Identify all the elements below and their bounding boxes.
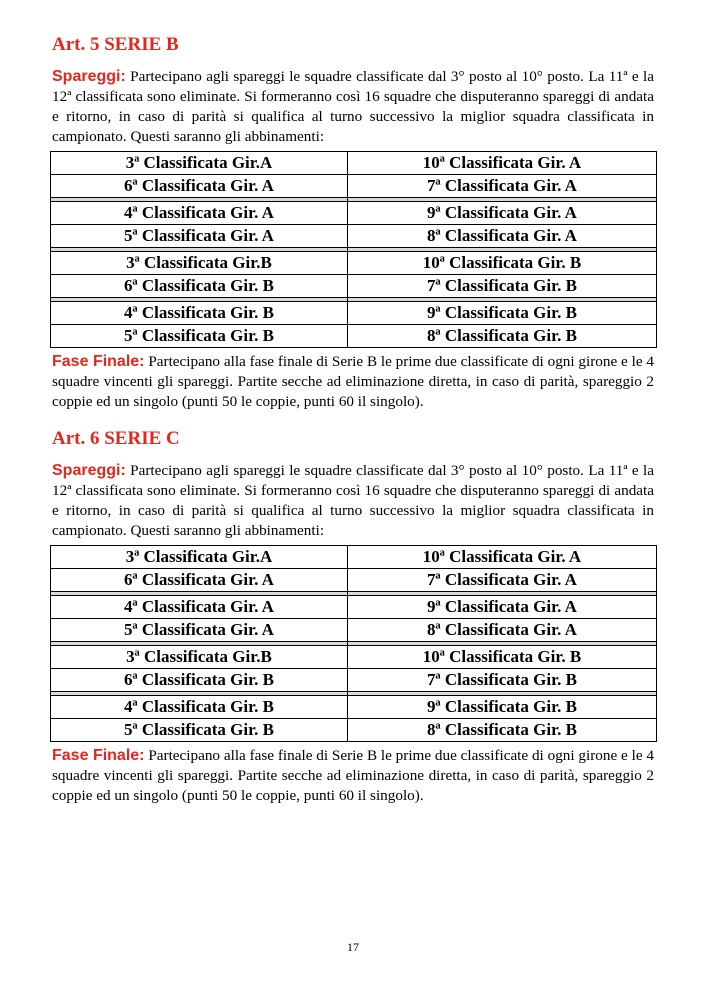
- fase-finale-text: Partecipano alla fase finale di Serie B le prime due classificate di ogni girone e le 4 squadre vincenti gli spareggi. Partite secche ad eliminazione diretta, in caso di parità, spareggio 2 coppie ed un singolo (punti 50 le coppie, punti 60 il singolo).: [52, 747, 654, 804]
- fase-finale-paragraph: [52, 746, 654, 806]
- section-title: Art. 6 SERIE C: [52, 428, 180, 449]
- table-row: [51, 646, 657, 669]
- pairing-home: 4ª Classificata Gir. B: [51, 696, 348, 719]
- pairing-away: 9ª Classificata Gir. A: [348, 596, 657, 619]
- table-row: [51, 175, 657, 198]
- table-row: [51, 202, 657, 225]
- table-row: [51, 325, 657, 348]
- pairing-away: 9ª Classificata Gir. B: [348, 696, 657, 719]
- pairing-away: 8ª Classificata Gir. B: [348, 325, 657, 348]
- pairing-away: 8ª Classificata Gir. A: [348, 619, 657, 642]
- pairing-away: 10ª Classificata Gir. B: [348, 252, 657, 275]
- spareggi-paragraph: [52, 461, 654, 541]
- pairing-home: 5ª Classificata Gir. B: [51, 325, 348, 348]
- pairing-home: 5ª Classificata Gir. A: [51, 225, 348, 248]
- fase-finale-paragraph: [52, 352, 654, 412]
- pairing-home: 3ª Classificata Gir.B: [51, 646, 348, 669]
- pairings-table: [50, 545, 657, 742]
- pairing-home: 4ª Classificata Gir. B: [51, 302, 348, 325]
- table-row: [51, 275, 657, 298]
- pairing-home: 3ª Classificata Gir.A: [51, 152, 348, 175]
- fase-finale-label: Fase Finale:: [52, 353, 145, 370]
- pairing-home: 5ª Classificata Gir. B: [51, 719, 348, 742]
- table-row: [51, 225, 657, 248]
- pairing-away: 7ª Classificata Gir. A: [348, 175, 657, 198]
- spareggi-paragraph: [52, 67, 654, 147]
- table-row: [51, 696, 657, 719]
- table-row: [51, 152, 657, 175]
- table-row: [51, 569, 657, 592]
- table-row: [51, 596, 657, 619]
- spareggi-text: Partecipano agli spareggi le squadre classificate dal 3° posto al 10° posto. La 11ª e la 12ª classificata sono eliminate. Si formeranno così 16 squadre che disputeranno spareggi di andata e ritorno, in caso di parità si qualifica al turno successivo la miglior squadra classificata in campionato. Questi saranno gli abbinamenti:: [52, 68, 654, 145]
- table-row: [51, 719, 657, 742]
- spareggi-text: Partecipano agli spareggi le squadre classificate dal 3° posto al 10° posto. La 11ª e la 12ª classificata sono eliminate. Si formeranno così 16 squadre che disputeranno spareggi di andata e ritorno, in caso di parità si qualifica al turno successivo la miglior squadra classificata in campionato. Questi saranno gli abbinamenti:: [52, 462, 654, 539]
- table-row: [51, 252, 657, 275]
- pairing-away: 10ª Classificata Gir. B: [348, 646, 657, 669]
- fase-finale-text: Partecipano alla fase finale di Serie B le prime due classificate di ogni girone e le 4 squadre vincenti gli spareggi. Partite secche ad eliminazione diretta, in caso di parità, spareggio 2 coppie ed un singolo (punti 50 le coppie, punti 60 il singolo).: [52, 353, 654, 410]
- pairing-away: 10ª Classificata Gir. A: [348, 546, 657, 569]
- pairing-home: 6ª Classificata Gir. B: [51, 275, 348, 298]
- spareggi-label: Spareggi:: [52, 68, 126, 85]
- section-title: Art. 5 SERIE B: [52, 34, 179, 55]
- pairing-away: 7ª Classificata Gir. A: [348, 569, 657, 592]
- pairings-table: [50, 151, 657, 348]
- pairing-away: 8ª Classificata Gir. B: [348, 719, 657, 742]
- pairing-home: 3ª Classificata Gir.A: [51, 546, 348, 569]
- section-serie-c: [52, 427, 654, 806]
- section-serie-b: [52, 33, 654, 412]
- spareggi-label: Spareggi:: [52, 462, 126, 479]
- pairing-home: 6ª Classificata Gir. A: [51, 569, 348, 592]
- pairing-home: 6ª Classificata Gir. A: [51, 175, 348, 198]
- pairing-away: 9ª Classificata Gir. B: [348, 302, 657, 325]
- fase-finale-label: Fase Finale:: [52, 747, 145, 764]
- table-row: [51, 546, 657, 569]
- table-row: [51, 669, 657, 692]
- pairing-away: 8ª Classificata Gir. A: [348, 225, 657, 248]
- pairing-home: 6ª Classificata Gir. B: [51, 669, 348, 692]
- pairing-home: 4ª Classificata Gir. A: [51, 202, 348, 225]
- page-number: 17: [347, 940, 359, 954]
- pairing-away: 9ª Classificata Gir. A: [348, 202, 657, 225]
- pairing-away: 7ª Classificata Gir. B: [348, 275, 657, 298]
- table-row: [51, 619, 657, 642]
- pairing-away: 7ª Classificata Gir. B: [348, 669, 657, 692]
- table-row: [51, 302, 657, 325]
- pairing-home: 5ª Classificata Gir. A: [51, 619, 348, 642]
- pairing-away: 10ª Classificata Gir. A: [348, 152, 657, 175]
- pairing-home: 3ª Classificata Gir.B: [51, 252, 348, 275]
- pairing-home: 4ª Classificata Gir. A: [51, 596, 348, 619]
